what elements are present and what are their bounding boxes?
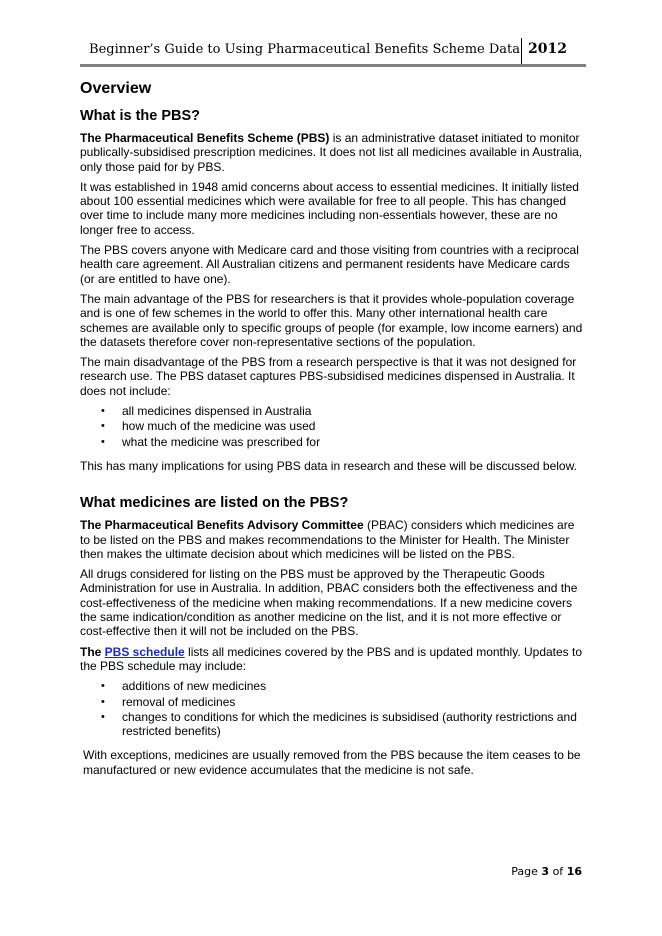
page-label: Page [511,865,542,878]
page-footer [511,865,582,878]
pbs-schedule-link[interactable]: PBS schedule [104,644,185,659]
medicines-paragraph-4: With exceptions, medicines are usually removed from the PBS because the item ceases to be manufactured or new evidence accumulates that the medicine is not safe. [83,748,581,778]
list-item: • removal of medicines [122,695,586,709]
overview-paragraph-1-text: is an administrative dataset initiated to monitor publically-subsidised prescription medicines. It does not list all medicines available in Australia, only those paid for by PBS. [80,131,583,174]
page-number: 3 [541,865,550,878]
list-item: • changes to conditions for which the medicines is subsidised (authority restrictions and restricted benefits) [122,710,586,739]
overview-paragraph-4: The main advantage of the PBS for researchers is that it provides whole-population coverage and is one of few schemes in the world to offer this. Many other international health care schemes are available only to specific groups of people (for example, low income earners) and the datasets therefore cover non-representative sections of the population. [80,291,583,349]
of-label: of [549,865,567,878]
medicines-paragraph-3 [80,645,586,674]
list-item: • what the medicine was prescribed for [122,435,586,449]
medicines-paragraph-3-text: lists all medicines covered by the PBS and is updated monthly. Updates to the PBS schedule may include: [80,644,583,673]
header-title: Beginner’s Guide to Using Pharmaceutical Benefits Scheme Data [89,42,520,57]
overview-paragraph-5: The main disadvantage of the PBS from a research perspective is that it was not designed for research use. The PBS dataset captures PBS-subsidised medicines dispensed in Australia. It does not include: [80,355,577,398]
page-total: 16 [566,865,582,878]
page-content [80,80,586,784]
exclusions-list [80,404,586,449]
overview-paragraph-2: It was established in 1948 amid concerns about access to essential medicines. It initially listed about 100 essential medicines which were available for free to all people. This has changed over time to include many more medicines including non-essentials however, these are no longer free to access. [80,179,579,237]
what-is-pbs-heading: What is the PBS? [80,108,201,124]
overview-heading: Overview [80,80,152,97]
medicines-paragraph-1 [80,518,586,561]
pbs-term: The Pharmaceutical Benefits Scheme (PBS) [80,131,330,145]
the-label: The [80,644,105,659]
page-header [80,36,586,66]
medicines-paragraph-2: All drugs considered for listing on the PBS must be approved by the Therapeutic Goods Administration for use in Australia. In addition, PBAC considers both the effectiveness and the cost-effectiveness of the medicine when making recommendations. If a new medicine covers the same indication/condition as another medicine on the list, and it is not more effective or cost-effective then it will not be included on the PBS. [80,567,578,639]
pbac-term: The Pharmaceutical Benefits Advisory Committee [80,518,364,533]
medicines-heading: What medicines are listed on the PBS? [80,495,349,512]
overview-paragraph-3: The PBS covers anyone with Medicare card and those visiting from countries with a reciprocal health care agreement. All Australian citizens and permanent residents have Medicare cards (or are entitled to have one). [80,243,579,286]
overview-paragraph-1 [80,131,586,174]
header-separator [521,38,522,64]
section-gap [80,479,586,495]
header-rule [80,64,586,67]
header-year: 2012 [528,41,567,57]
list-item: • how much of the medicine was used [122,419,586,433]
list-item: • all medicines dispensed in Australia [122,404,586,418]
list-item: • additions of new medicines [122,679,586,693]
updates-list [80,679,586,738]
overview-paragraph-6: This has many implications for using PBS data in research and these will be discussed below. [80,458,577,473]
medicines-paragraph-1-text: (PBAC) considers which medicines are to be listed on the PBS and makes recommendations to the Minister for Health. The Minister then makes the ultimate decision about which medicines will be listed on the PBS. [80,518,575,561]
